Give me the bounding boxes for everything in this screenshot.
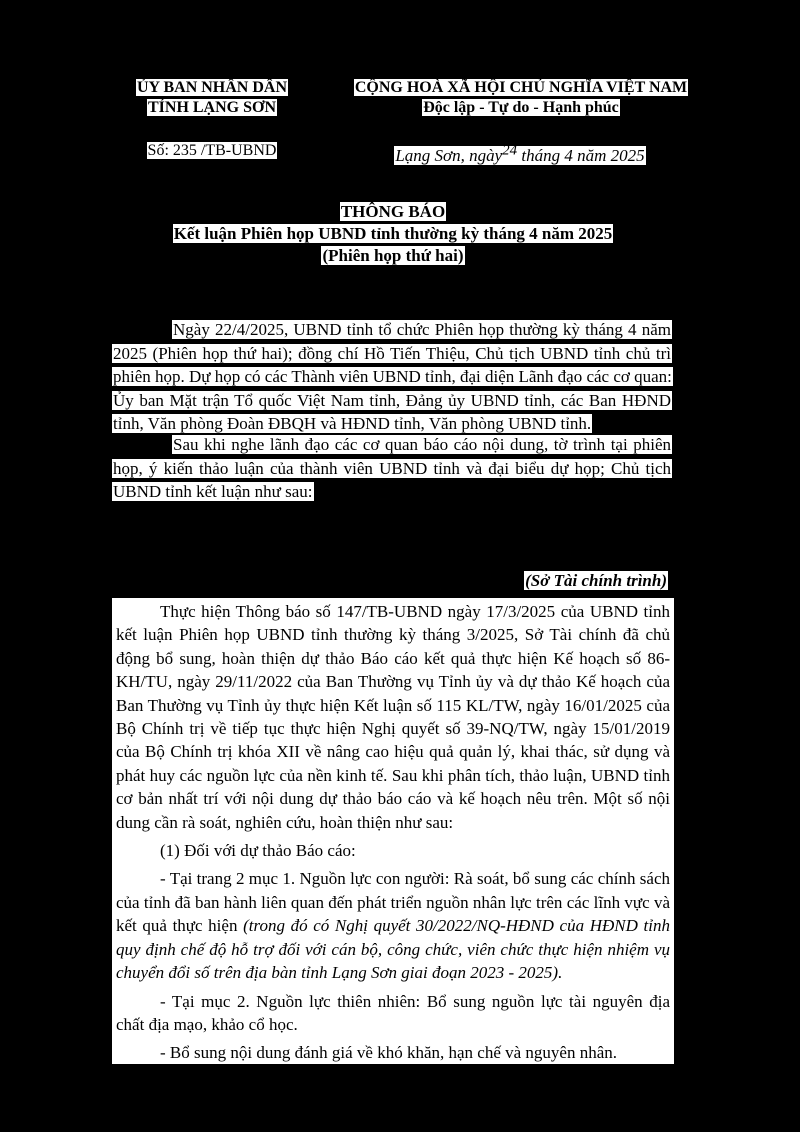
title-line-3: (Phiên họp thứ hai) (322, 246, 464, 265)
body-paragraph-2: (1) Đối với dự thảo Báo cáo: (160, 841, 356, 861)
main-content (112, 598, 674, 1064)
document-number: Số: 235 /TB-UBND (147, 142, 277, 159)
date-suffix: tháng 4 năm 2025 (521, 145, 645, 165)
body-paragraph-4: - Tại mục 2. Nguồn lực thiên nhiên: Bổ sung nguồn lực tài nguyên địa chất địa mạo, khảo cổ học. (116, 991, 670, 1034)
nation-line-2: Độc lập - Tự do - Hạnh phúc (423, 99, 619, 116)
body-paragraph-5: - Bổ sung nội dung đánh giá về khó khăn, hạn chế và nguyên nhân. (160, 1043, 618, 1063)
org-name (112, 78, 312, 118)
org-line-1: ỦY BAN NHÂN DÂN (136, 79, 288, 96)
date-prefix: Lạng Sơn, ngày (395, 145, 503, 165)
document-title (112, 201, 674, 267)
title-line-2: Kết luận Phiên họp UBND tỉnh thường kỳ tháng 4 năm 2025 (173, 224, 613, 243)
intro-paragraph-2: Sau khi nghe lãnh đạo các cơ quan báo cáo nội dung, tờ trình tại phiên họp, ý kiến thảo luận của thành viên UBND tỉnh và đại biểu dự họp; Chủ tịch UBND tỉnh kết luận như sau: (113, 435, 671, 501)
nation-line-1: CỘNG HOÀ XÃ HỘI CHỦ NGHĨA VIỆT NAM (354, 79, 688, 96)
body-paragraph-3 (116, 867, 670, 984)
body-paragraph-3-italic: (trong đó có Nghị quyết 30/2022/NQ-HĐND của HĐND tỉnh quy định chế độ hỗ trợ đối với cán bộ, công chức, viên chức thực hiện nhiệm vụ chuyển đổi số trên địa bàn tỉnh Lạng Sơn giai đoạn 2023 - 2025). (116, 916, 670, 983)
national-motto (330, 78, 712, 118)
org-line-2: TỈNH LẠNG SƠN (147, 99, 277, 116)
date-day: 24 (502, 142, 518, 158)
title-line-1: THÔNG BÁO (340, 202, 446, 221)
body-paragraph-1: Thực hiện Thông báo số 147/TB-UBND ngày 17/3/2025 của UBND tỉnh kết luận Phiên họp UBND tỉnh thường kỳ tháng 3/2025, Sở Tài chính đã chủ động bổ sung, hoàn thiện dự thảo Báo cáo kết quả thực hiện Kế hoạch số 86-KH/TU, ngày 29/11/2022 của Ban Thường vụ Tỉnh ủy và dự thảo Kế hoạch của Ban Thường vụ Tỉnh ủy thực hiện Kết luận số 115 KL/TW, ngày 16/01/2025 của Bộ Chính trị về tiếp tục thực hiện Nghị quyết số 39-NQ/TW, ngày 15/01/2019 của Bộ Chính trị khóa XII về nâng cao hiệu quả quản lý, khai thác, sử dụng và phát huy các nguồn lực của nền kinh tế. Sau khi phân tích, thảo luận, UBND tỉnh cơ bản nhất trí với nội dung dự thảo báo cáo và kế hoạch nêu trên. Một số nội dung cần rà soát, nghiên cứu, hoàn thiện như sau: (116, 602, 670, 832)
intro-paragraph-1: Ngày 22/4/2025, UBND tỉnh tổ chức Phiên họp thường kỳ tháng 4 năm 2025 (Phiên họp thứ hai); đồng chí Hồ Tiến Thiệu, Chủ tịch UBND tỉnh chủ trì phiên họp. Dự họp có các Thành viên UBND tỉnh, đại diện Lãnh đạo các cơ quan: Ủy ban Mặt trận Tổ quốc Việt Nam tỉnh, Đảng ủy UBND tỉnh, các Ban HĐND tỉnh, Văn phòng Đoàn ĐBQH và HĐND tỉnh, Văn phòng UBND tỉnh. (113, 320, 672, 433)
body-paragraph-3-text: - Tại trang 2 mục 1. Nguồn lực con người: Rà soát, bổ sung các chính sách của tỉnh đã ban hành liên quan đến phát triển nguồn nhân lực trên các lĩnh vực và kết quả thực hiện (116, 869, 670, 936)
document-date (340, 142, 700, 166)
section-note: (Sở Tài chính trình) (525, 571, 667, 590)
